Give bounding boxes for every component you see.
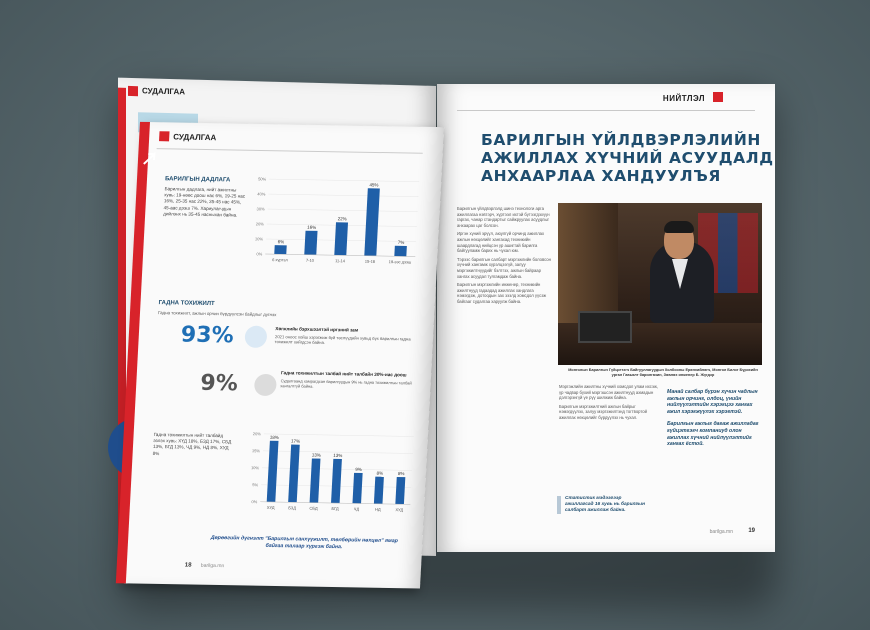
pull-quote xyxy=(667,389,759,448)
paragraph: Иргэн хүний эрүүл, аюулгүй орчинд ажиллах ажлын нөхцөлийг хангахад техникийн шаардлагад нийцсэн үр ашигтай барилга байгууламж барих нь чухал юм. xyxy=(457,231,545,254)
section-heading: БАРИЛГЫН ДАДЛАГА xyxy=(164,176,231,184)
chart-marks xyxy=(254,176,420,264)
section-heading: ГАДНА ТОХИЖИЛТ xyxy=(158,300,215,308)
page-number: 18 xyxy=(184,562,192,569)
section-text: Барилгын дадлага, нийт ажилтны хувь: 19-нөөс доош нас 6%, 19-25 нас 16%, 25-35 нас 22%, 35-45 нас 45%, 45-аас дээш 7%. Хариулагчдын дийлэнх нь 35-45 насныхан байна. xyxy=(163,186,246,218)
tick-label: 11-14 xyxy=(334,258,346,264)
bar xyxy=(304,231,317,255)
data-label: 45% xyxy=(369,182,379,188)
bar xyxy=(288,445,300,503)
bar xyxy=(395,477,405,504)
page-number: 19 xyxy=(748,528,755,534)
title-line: АНХААРЛАА ХАНДУУЛЪЯ xyxy=(481,167,721,185)
portrait-photo xyxy=(558,203,762,365)
bar xyxy=(334,222,348,255)
data-label: 18% xyxy=(269,434,280,440)
gridline xyxy=(268,194,418,197)
data-label: 16% xyxy=(307,224,317,230)
y-tick-label: 10% xyxy=(254,236,264,242)
paragraph: Тэрээс барилгын салбарт мэргэжлийн боловсон хүчний хангамж хүрэлцээгүй, залуу мэргэжилтнүүдийг бэлтгэх, ажлын байраар хангах асуудал тулгамдаж байна. xyxy=(457,256,551,279)
left-front-section-label: СУДАЛГАА xyxy=(173,132,217,143)
right-page-footer xyxy=(457,528,755,538)
photo-caption: Монголын Барилгын Гүйцэтгэгч Байгууллагуудын Холбооны Ерөнхийлөгч, Монгол Билэг Бүрэхийн ургал Гавьялт барилгачин, Зөвлөх инженер Б. Жүгдэр xyxy=(568,368,758,377)
pull-quote-text: Манай салбар бүрэн хүчин чадлын ажлын орчинг, олдоц, үнийн нийлүүлэлтийн хэрэгцээ хангах ажил хэрэгжүүлэх хэрэгтэй. xyxy=(667,389,758,415)
wheelchair-icon xyxy=(244,326,267,348)
tick-label: НД xyxy=(374,506,381,512)
section-text: Гадна тохижилт, ажлын орчин бүрдүүлсэн байдлыг дүгнэх xyxy=(157,310,277,318)
age-bar-chart xyxy=(244,164,430,277)
article-column-2 xyxy=(559,384,659,424)
chart-marks xyxy=(249,431,414,512)
footer-site: barilga.mn xyxy=(709,529,733,535)
section-text: Гадна тохижилтын нийт талбайд эзлэх хувь: ХҮД 18%, БЗД 17%, СБД 13%, БГД 13%, ЧД 9%, НД 8%, ХУД 8% xyxy=(152,431,232,456)
left-front-page xyxy=(124,122,444,589)
pull-quote-text-2: Барилгын ажлыг дагаж ажилладаг гүйцэтгэгч компаниуд олон ажиллах хүчний нийлүүлэлтийг хангах ёстой. xyxy=(667,421,759,448)
article-column-1 xyxy=(457,206,553,308)
gridline xyxy=(268,209,418,212)
stat-text: 2021 оноос хойш хэрэгжиж буй төслүүдийн хувьд бүх барилгын гадна тохижилт хийгдсэн байна. xyxy=(274,334,411,346)
y-tick-label: 20% xyxy=(255,221,264,227)
tick-label: ЧД xyxy=(353,506,360,512)
data-label: 17% xyxy=(291,438,301,444)
photo-person-hair xyxy=(664,221,694,233)
data-label: 8% xyxy=(376,470,384,476)
tick-label: СБД xyxy=(309,505,318,511)
district-bar-chart xyxy=(239,422,420,525)
data-label: 9% xyxy=(355,466,362,472)
tick-label: БГД xyxy=(331,506,339,512)
paragraph: Барилгын үйлдвэрлэлд шинэ технологи арга ажиллагаа нэвтэрч, хүртээл ихтэй бүтээгдэхүүн гаргах, чанар стандартыг сайжруулах асуудлыг анхаарах цаг болсон. xyxy=(457,206,550,228)
y-tick-label: 0% xyxy=(256,251,263,257)
car-icon xyxy=(254,374,277,396)
data-label: 7% xyxy=(397,239,405,245)
red-square-icon xyxy=(128,86,138,96)
tick-label: 19-ээс дээш xyxy=(388,259,412,265)
tick-label: БЗД xyxy=(288,505,297,511)
photo-laptop xyxy=(578,311,632,343)
y-tick-label: 50% xyxy=(258,176,267,182)
red-square-icon xyxy=(159,131,170,141)
tick-label: 15-18 xyxy=(364,258,376,264)
right-section-label: НИЙТЛЭЛ xyxy=(662,94,705,103)
y-tick-label: 15% xyxy=(251,448,261,454)
closing-quote: Дөрөөгийн дүгнэлт "Барилгын санхүүжилт, төлбөрийн нөхцөл" ямар байгаа талаар хүргэж байна. xyxy=(210,534,399,550)
y-tick-label: 0% xyxy=(251,499,258,505)
bar xyxy=(274,245,286,254)
bar xyxy=(331,459,342,503)
tick-label: 7-10 xyxy=(305,257,315,263)
stat-93-percent: 93% xyxy=(180,322,235,349)
tick-label: 6 хүртэл xyxy=(272,257,288,263)
data-label: 13% xyxy=(311,452,322,458)
data-label: 6% xyxy=(277,239,285,245)
y-tick-label: 10% xyxy=(250,465,260,471)
footer-site: barilga.mn xyxy=(200,562,225,570)
tick-label: ХУД xyxy=(395,507,404,513)
bar xyxy=(310,459,321,503)
data-label: 8% xyxy=(397,471,405,477)
red-square-icon xyxy=(713,92,723,102)
stat-title: Гадна тохижилтын талбай нийт талбайн 30%-иас доош xyxy=(280,370,407,378)
left-back-section-label: СУДАЛГАА xyxy=(142,86,186,97)
paragraph: Барилгын мэргэжилтний ажлын байрыг нэмэгдүүлэх, залуу мэргэжилтэнд тогтвортой ажиллах нөхцөлийг бүрдүүлэх нь чухал. xyxy=(559,403,647,420)
paragraph: Барилгын мэргэжлийн инженер, техникийн ажилтнууд гадаадад ажиллах хандлага нэмэгдэж, дотоодын зах зээлд хомсдол үүсэж байгааг судалгаа харуулж байна. xyxy=(457,282,547,304)
data-label: 13% xyxy=(333,452,343,459)
article-title xyxy=(481,131,774,185)
photo-bookshelf xyxy=(558,203,618,323)
bar xyxy=(267,441,279,502)
stat-9-percent: 9% xyxy=(199,370,239,397)
gridline xyxy=(264,434,414,437)
stat-text: Судалгаанд хамрагдсан барилгуудын 9% нь гадна тохижилтын талбай хангалтгүй байна. xyxy=(280,378,412,389)
y-tick-label: 20% xyxy=(252,431,261,437)
y-tick-label: 30% xyxy=(256,206,265,212)
bar xyxy=(352,473,362,504)
highlight-quote: Статистик мэдээгээр ажиллагсад 16 хувь нь барилгын салбарт ажиллаж байна. xyxy=(557,496,649,514)
header-divider xyxy=(157,148,423,154)
header-divider xyxy=(457,110,755,111)
stat-title: Хөгжлийн бэрхшээлтэй иргэний зам xyxy=(275,326,359,333)
arrow-logo-icon xyxy=(142,152,157,166)
bar xyxy=(364,188,380,256)
gridline xyxy=(269,179,419,182)
title-line: БАРИЛГЫН ҮЙЛДВЭРЛЭЛИЙН xyxy=(481,131,761,149)
data-label: 22% xyxy=(337,216,347,222)
right-page-header xyxy=(437,84,775,110)
paragraph: Мэргэжлийн ажилтны хүчний хомсдол улам ихсэж, үр чадвар бүхий мэргэшсэн ажилтнууд ахмадын дэлгэрэнгүй үе рүү шилжиж байна. xyxy=(559,384,658,401)
title-line: АЖИЛЛАХ ХҮЧНИЙ АСУУДАЛД xyxy=(481,149,774,167)
y-tick-label: 5% xyxy=(252,482,259,488)
bar xyxy=(374,477,384,504)
tick-label: ХУД xyxy=(266,504,275,511)
y-tick-label: 40% xyxy=(257,191,266,197)
bar xyxy=(394,246,407,257)
right-page xyxy=(437,84,775,552)
